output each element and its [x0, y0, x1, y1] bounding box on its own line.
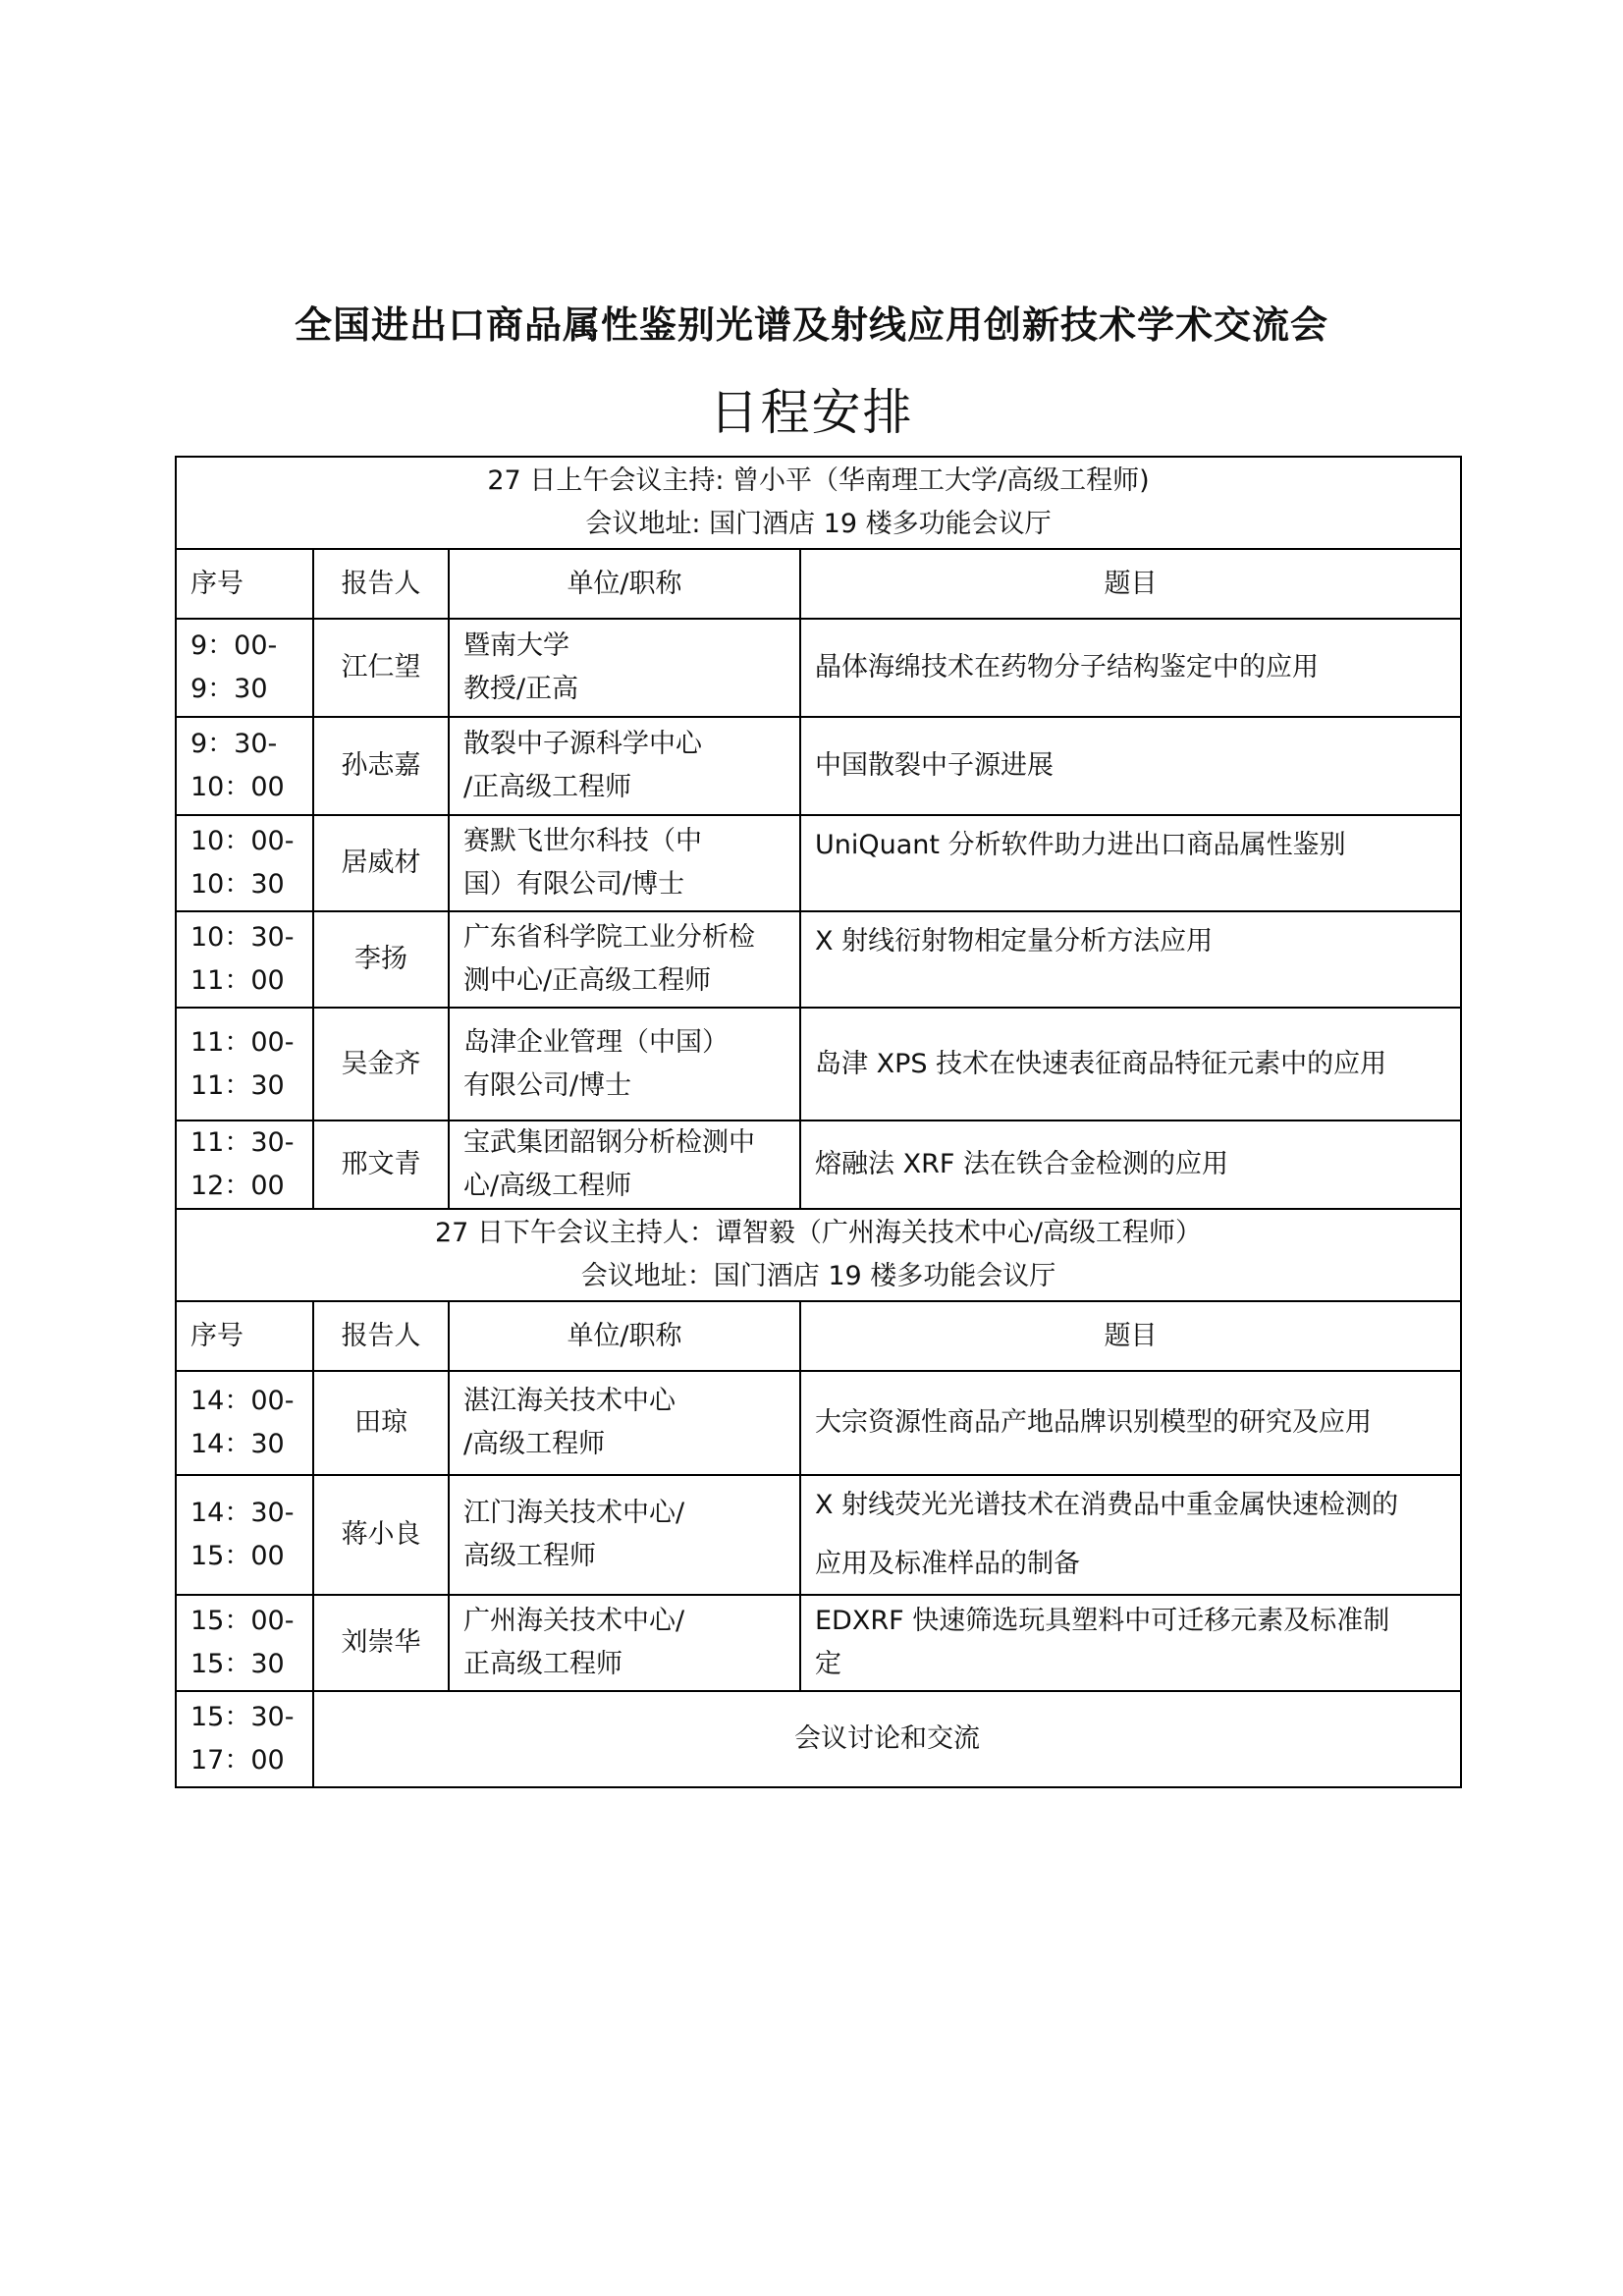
time-cell: 9：00- 9：30: [176, 619, 313, 717]
speaker-cell: 居威材: [313, 815, 449, 911]
table-row: [176, 1008, 1461, 1121]
time-cell: 9：30- 10：00: [176, 717, 313, 815]
table-row: [176, 815, 1461, 911]
affiliation-cell: 散裂中子源科学中心 /正高级工程师: [449, 717, 800, 815]
affiliation-cell: 岛津企业管理（中国） 有限公司/博士: [449, 1008, 800, 1121]
table-row: [176, 619, 1461, 717]
speaker-cell: 邢文青: [313, 1121, 449, 1209]
time-cell: 15：00- 15：30: [176, 1595, 313, 1691]
affiliation-cell: 湛江海关技术中心 /高级工程师: [449, 1371, 800, 1475]
morning-host-line: 27 日上午会议主持: 曾小平（华南理工大学/高级工程师): [487, 465, 1150, 496]
time-cell: 10：00- 10：30: [176, 815, 313, 911]
header-affiliation: 单位/职称: [449, 1301, 800, 1371]
affiliation-cell: 广州海关技术中心/ 正高级工程师: [449, 1595, 800, 1691]
speaker-cell: 江仁望: [313, 619, 449, 717]
time-cell: 14：00- 14：30: [176, 1371, 313, 1475]
affiliation-cell: 赛默飞世尔科技（中 国）有限公司/博士: [449, 815, 800, 911]
topic-cell: 岛津 XPS 技术在快速表征商品特征元素中的应用: [800, 1008, 1461, 1121]
header-speaker: 报告人: [313, 1301, 449, 1371]
topic-cell: 熔融法 XRF 法在铁合金检测的应用: [800, 1121, 1461, 1209]
speaker-cell: 田琼: [313, 1371, 449, 1475]
header-speaker: 报告人: [313, 549, 449, 619]
topic-cell: X 射线衍射物相定量分析方法应用: [800, 911, 1461, 1008]
afternoon-session-header: [176, 1209, 1461, 1301]
morning-column-header-row: [176, 549, 1461, 619]
topic-cell: 晶体海绵技术在药物分子结构鉴定中的应用: [800, 619, 1461, 717]
speaker-cell: 蒋小良: [313, 1475, 449, 1595]
closing-activity-cell: 会议讨论和交流: [313, 1691, 1461, 1787]
schedule-title: 日程安排: [709, 384, 914, 441]
speaker-cell: 刘崇华: [313, 1595, 449, 1691]
table-row: [176, 911, 1461, 1008]
table-row: [176, 1475, 1461, 1595]
affiliation-cell: 宝武集团韶钢分析检测中 心/高级工程师: [449, 1121, 800, 1209]
topic-cell: EDXRF 快速筛选玩具塑料中可迁移元素及标准制 定: [800, 1595, 1461, 1691]
affiliation-cell: 江门海关技术中心/ 高级工程师: [449, 1475, 800, 1595]
speaker-cell: 吴金齐: [313, 1008, 449, 1121]
header-topic: 题目: [800, 1301, 1461, 1371]
table-row: [176, 1121, 1461, 1209]
topic-cell: 中国散裂中子源进展: [800, 717, 1461, 815]
time-cell: 11：30- 12：00: [176, 1121, 313, 1209]
morning-venue-line: 会议地址: 国门酒店 19 楼多功能会议厅: [585, 509, 1052, 539]
table-row: [176, 717, 1461, 815]
table-row: [176, 1371, 1461, 1475]
speaker-cell: 孙志嘉: [313, 717, 449, 815]
time-cell: 11：00- 11：30: [176, 1008, 313, 1121]
topic-cell: 大宗资源性商品产地品牌识别模型的研究及应用: [800, 1371, 1461, 1475]
time-cell: 10：30- 11：00: [176, 911, 313, 1008]
topic-cell: UniQuant 分析软件助力进出口商品属性鉴别: [800, 815, 1461, 911]
afternoon-host-line: 27 日下午会议主持人：谭智毅（广州海关技术中心/高级工程师）: [434, 1218, 1203, 1248]
header-time: 序号: [176, 549, 313, 619]
header-time: 序号: [176, 1301, 313, 1371]
time-cell: 15：30- 17：00: [176, 1691, 313, 1787]
afternoon-column-header-row: [176, 1301, 1461, 1371]
morning-session-header: [176, 457, 1461, 549]
afternoon-venue-line: 会议地址：国门酒店 19 楼多功能会议厅: [580, 1261, 1056, 1291]
header-affiliation: 单位/职称: [449, 549, 800, 619]
header-topic: 题目: [800, 549, 1461, 619]
affiliation-cell: 广东省科学院工业分析检 测中心/正高级工程师: [449, 911, 800, 1008]
conference-title: 全国进出口商品属性鉴别光谱及射线应用创新技术学术交流会: [294, 303, 1328, 347]
table-row-closing: [176, 1691, 1461, 1787]
table-row: [176, 1595, 1461, 1691]
schedule-table: [175, 456, 1462, 1788]
topic-cell: X 射线荧光光谱技术在消费品中重金属快速检测的 应用及标准样品的制备: [800, 1475, 1461, 1595]
time-cell: 14：30- 15：00: [176, 1475, 313, 1595]
affiliation-cell: 暨南大学 教授/正高: [449, 619, 800, 717]
speaker-cell: 李扬: [313, 911, 449, 1008]
